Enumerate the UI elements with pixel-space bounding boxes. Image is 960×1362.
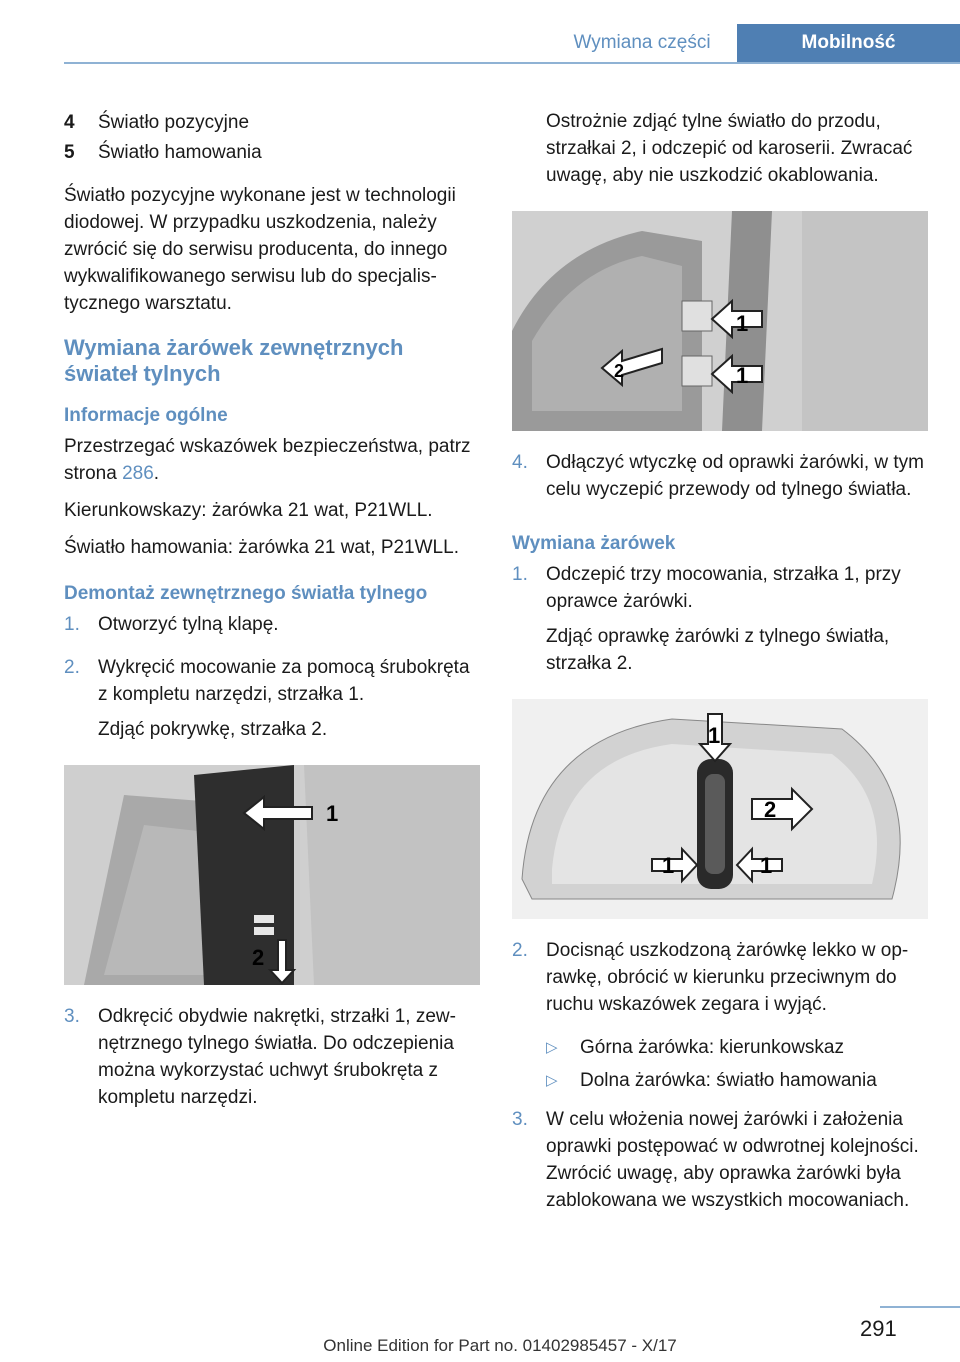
step-extra-text: Zdjąć pokrywkę, strzałka 2. [98, 719, 328, 740]
callout-label: 2 [252, 945, 265, 970]
callout-label: 2 [614, 361, 625, 381]
intro-paragraph: Światło pozycyjne wykonane jest w technologii diodowej. W przypadku uszkodzenia, należy zwrócić się do serwisu producenta, do innego wykwalifikowanego serwisu lub do specjalistycznego warsztatu. [64, 185, 456, 314]
safety-end: . [153, 463, 160, 484]
step-number: 2. [64, 657, 80, 678]
step-number: 3. [512, 1109, 528, 1130]
step-item [64, 654, 480, 751]
triangle-bullet-icon: ▷ [546, 1072, 558, 1089]
step-item [512, 937, 928, 1026]
sub-list-text: Dolna żarówka: światło hamowania [580, 1070, 877, 1091]
sub-list-text: Górna żarówka: kierunkowskaz [580, 1037, 844, 1058]
callout-label: 1 [736, 311, 749, 336]
general-info-heading: Informacje ogólne [64, 405, 228, 426]
header-divider [64, 62, 960, 64]
callout-label: 2 [764, 797, 777, 822]
footer-divider [880, 1306, 960, 1308]
step-continuation [512, 108, 928, 197]
header-section-label: Wymiana części [573, 32, 711, 53]
step-text: Ostrożnie zdjąć tylne światło do przodu, strzałkai 2, i odczepić od karoserii. Zwracać uwagę, aby nie uszkodzić okablowania. [546, 111, 913, 186]
step-number: 3. [64, 1006, 80, 1027]
step-text: Odczepić trzy mocowania, strzałka 1, przy oprawce żarówki. [546, 564, 901, 612]
step-item [64, 611, 480, 646]
legend-label: Światło hamowania [98, 142, 262, 163]
step-item [512, 449, 928, 511]
step-text: Odkręcić obydwie nakrętki, strzałki 1, zewnętrznego tylnego światła. Do odczepienia można wykorzystać uchwyt śrubokręta z kompletu narzędzi. [98, 1006, 456, 1108]
step-text: Wykręcić mocowanie za pomocą śrubokręta z kompletu narzędzi, strzałka 1. [98, 657, 470, 705]
page-reference-link[interactable]: 286 [122, 463, 154, 484]
left-column [64, 108, 480, 1127]
brake-bulb-spec: Światło hamowania: żarówka 21 wat, P21WLL. [64, 537, 459, 558]
legend-number: 5 [64, 142, 75, 163]
step-item [64, 1003, 480, 1119]
step-number: 1. [512, 564, 528, 585]
bulb-replacement-heading: Wymiana żarówek [512, 533, 676, 554]
page-number: 291 [860, 1316, 897, 1341]
legend-item [64, 138, 480, 168]
step-extra-text: Zdjąć oprawkę żarówki z tylnego światła, strzałka 2. [546, 626, 890, 674]
step-number: 4. [512, 452, 528, 473]
right-column [512, 108, 928, 1230]
step-text: Odłączyć wtyczkę od oprawki żarówki, w tym celu wyczepić przewody od tylnego światła. [546, 452, 924, 500]
safety-paragraph [64, 433, 480, 487]
step-text: W celu włożenia nowej żarówki i założenia oprawki postępować w odwrotnej kolejności. Zwrócić uwagę, aby oprawka żarówki była zablokowana we wszystkich mocowaniach. [546, 1109, 919, 1211]
sub-list-item [546, 1067, 928, 1094]
legend-number: 4 [64, 112, 75, 133]
step-text: Docisnąć uszkodzoną żarówkę lekko w oprawkę, obrócić w kierunku przeciwnym do ruchu wskazówek zegara i wyjąć. [546, 940, 909, 1015]
step-item [512, 1106, 928, 1222]
step-text: Otworzyć tylną klapę. [98, 614, 279, 635]
removal-heading: Demontaż zewnętrznego światła tylnego [64, 583, 428, 604]
sub-list-item [546, 1034, 928, 1061]
callout-label: 1 [662, 853, 675, 878]
callout-label: 1 [736, 363, 749, 388]
callout-label: 1 [760, 853, 773, 878]
callout-label: 1 [326, 801, 339, 826]
step-number: 2. [512, 940, 528, 961]
section-heading: Wymiana żarówek zewnętrznych świateł tylnych [64, 335, 404, 386]
indicator-bulb-spec: Kierunkowskazy: żarówka 21 wat, P21WLL. [64, 500, 433, 521]
figure-bulb-holder [512, 699, 928, 919]
step-item [512, 561, 928, 685]
footer-edition-text: Online Edition for Part no. 01402985457 - X/17 [323, 1336, 677, 1355]
step-number: 1. [64, 614, 80, 635]
header-chapter-tab[interactable]: Mobilność [737, 24, 960, 62]
legend-item [64, 108, 480, 138]
figure-cover-removal [64, 765, 480, 985]
triangle-bullet-icon: ▷ [546, 1039, 558, 1056]
safety-text: Przestrzegać wskazówek bezpieczeństwa, patrz strona [64, 436, 471, 484]
legend-label: Światło pozycyjne [98, 112, 250, 133]
figure-tail-light-removal [512, 211, 928, 431]
callout-label: 1 [708, 723, 721, 748]
